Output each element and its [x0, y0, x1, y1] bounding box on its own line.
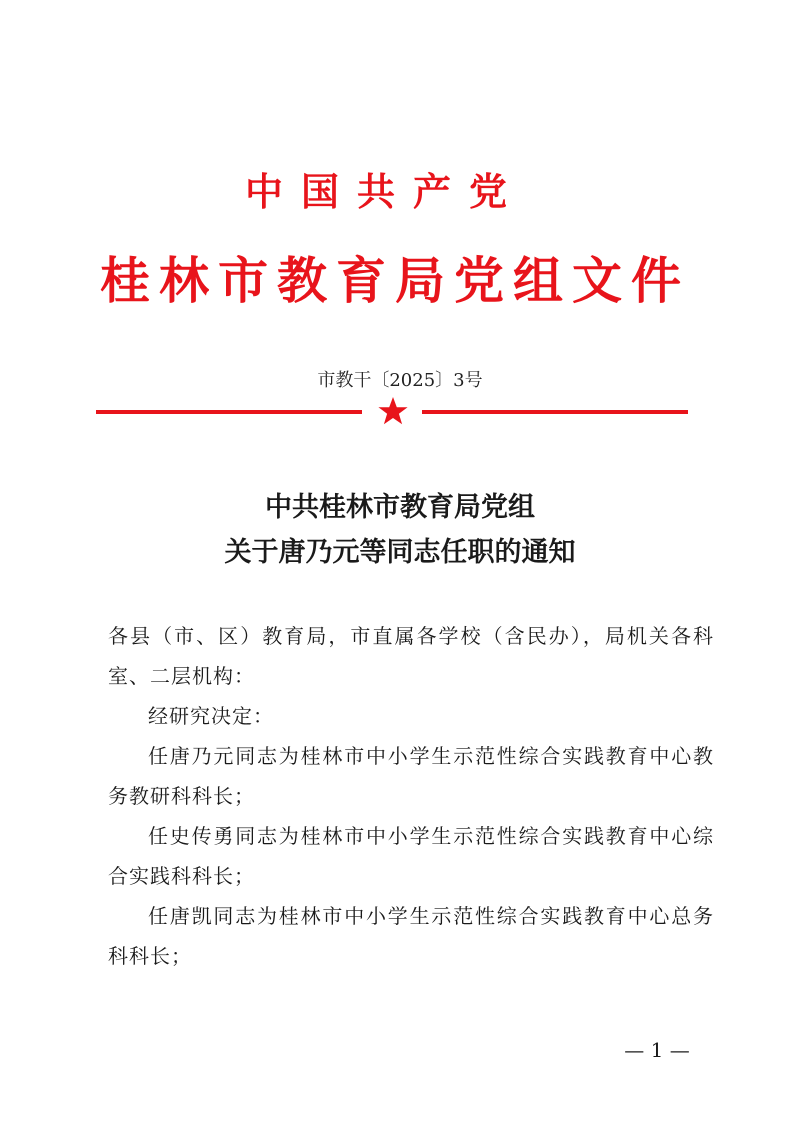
document-number: 市教干〔2025〕3号 — [317, 370, 483, 391]
addressee-paragraph: 各县（市、区）教育局，市直属各学校（含民办），局机关各科室、二层机构： — [108, 624, 714, 688]
notice-title-line2: 关于唐乃元等同志任职的通知 — [224, 537, 576, 568]
appointment-paragraph: 任唐凯同志为桂林市中小学生示范性综合实践教育中心总务科科长； — [108, 904, 714, 968]
page-number: — 1 — — [624, 1038, 690, 1062]
header-party-name: 中国共产党 — [244, 169, 525, 214]
star-icon — [376, 394, 410, 428]
red-separator-right — [422, 410, 688, 414]
decision-paragraph: 经研究决定： — [148, 704, 274, 728]
red-separator-left — [96, 410, 362, 414]
appointment-paragraph: 任史传勇同志为桂林市中小学生示范性综合实践教育中心综合实践科科长； — [108, 824, 714, 888]
appointment-paragraph: 任唐乃元同志为桂林市中小学生示范性综合实践教育中心教务教研科科长； — [108, 744, 714, 808]
header-document-title: 桂林市教育局党组文件 — [100, 252, 690, 310]
notice-title-line1: 中共桂林市教育局党组 — [265, 492, 535, 523]
